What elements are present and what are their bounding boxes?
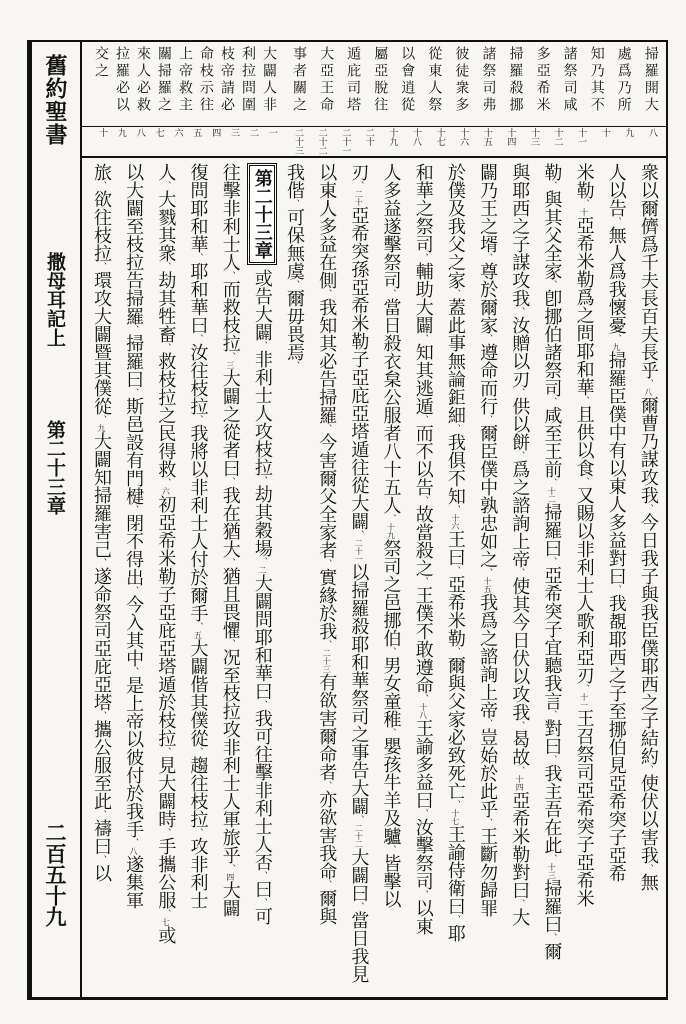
verse-number: 二十二 — [354, 824, 364, 848]
text-column — [247, 163, 278, 995]
text-column — [601, 163, 632, 995]
verse-index-number: 十五 — [481, 128, 492, 146]
verse-text: 王曰、亞希米勒、爾與父家必致死亡、 — [444, 530, 466, 809]
verse-number: 十三 — [547, 863, 557, 879]
verse-index-right — [292, 128, 658, 155]
verse-number: 九 — [97, 424, 106, 432]
verse-text: 勒、與其父全家、卽挪伯諸祭司、咸至王前、 — [541, 163, 563, 487]
text-column — [343, 163, 374, 995]
verse-index-number: 十一 — [576, 128, 587, 146]
verse-index-number: 十二 — [552, 128, 563, 146]
cross-reference-note: 拉羅必以 — [114, 46, 130, 114]
chapter-heading: 第二十三章 — [247, 163, 277, 265]
verse-text: 掃羅曰、爾 — [541, 879, 563, 960]
verse-number: 十二 — [547, 487, 557, 503]
cross-reference-note: 掃羅殺挪 — [507, 46, 524, 114]
verse-number: 五 — [193, 631, 203, 639]
verse-text: 人以告、無人爲我懷憂、 — [605, 163, 627, 343]
verse-number: 八 — [643, 388, 653, 396]
cross-reference-note: 大亞王命 — [318, 46, 335, 114]
cross-reference-note: 交之 — [93, 46, 109, 80]
verse-index-number: 十 — [97, 128, 107, 137]
verse-text: 亞希米勒爲之問耶和華、且供以食、又賜以非利士人歌利亞刃、 — [573, 216, 595, 693]
verse-text: 大闢曰、當日我見 — [348, 848, 370, 983]
verse-text: 復問耶和華、耶和華曰、汝往枝拉、我將以非利士人付於爾手、 — [187, 163, 209, 631]
cross-reference-note: 諸祭司咸 — [561, 46, 578, 114]
verse-text: 爾曹乃謀攻我、今日我子與我臣僕耶西之子結約、使伏以害我、無 — [637, 396, 659, 891]
text-column — [215, 163, 246, 995]
header-rule — [82, 126, 666, 127]
verse-number: 六 — [161, 487, 171, 495]
cross-reference-notes-left — [92, 46, 278, 124]
verse-text: 以大闢至枝拉告掃羅、掃羅曰、斯邑設有門楗、閉不得出、今入其中、是上帝以彼付於我手、 — [123, 163, 145, 847]
verse-text: 或 — [155, 926, 177, 944]
verse-index-number: 一 — [266, 128, 277, 137]
verse-index-number: 十六 — [458, 128, 469, 146]
cross-reference-note: 枝帝請必 — [219, 46, 235, 114]
verse-text: 遂集軍 — [123, 855, 145, 909]
verse-text: 大闢偕其僕從、趨往枝拉、攻非利士 — [187, 639, 209, 909]
verse-index-number: 二 — [248, 128, 258, 137]
verse-index-number: 二十三 — [293, 128, 303, 155]
cross-reference-note: 從東人祭 — [426, 46, 443, 114]
verse-number: 十四 — [515, 775, 525, 791]
text-column — [311, 163, 342, 995]
verse-index-number: 十八 — [410, 128, 421, 146]
verse-text: 有欲害爾命者、亦欲害我命、爾與 — [316, 673, 338, 925]
cross-reference-note: 諸祭司弗 — [480, 46, 497, 114]
verse-index-number: 八 — [134, 128, 145, 137]
verse-number: 三 — [225, 361, 235, 369]
text-column — [376, 163, 407, 995]
text-column — [86, 163, 117, 995]
verse-index-number: 二十一 — [340, 128, 351, 155]
margin-rule — [80, 40, 82, 1000]
verse-text: 米勒、 — [573, 163, 595, 208]
verse-index-number: 九 — [115, 128, 126, 137]
cross-reference-note: 命枝示往 — [198, 46, 214, 114]
text-column — [408, 163, 439, 995]
running-head-section: 撒母耳記上 — [44, 252, 66, 347]
page-number: 二百五十九 — [43, 822, 68, 927]
verse-text: 於僕及我父之家、蓋此事無論鉅細、我俱不知、 — [444, 163, 466, 514]
verse-number: 十一 — [579, 693, 589, 709]
text-column — [150, 163, 181, 995]
cross-reference-note: 以會逍從 — [399, 46, 416, 114]
verse-index-number: 十 — [599, 128, 610, 137]
verse-index-number: 十七 — [434, 128, 445, 146]
verse-number: 十八 — [418, 703, 428, 719]
running-head-book-title: 舊約聖書 — [42, 54, 68, 146]
verse-index-number: 三 — [229, 128, 240, 137]
verse-text: 旅、欲往枝拉、環攻大闢暨其僕從、 — [91, 163, 112, 424]
verse-text: 闢乃王之壻、尊於爾家、遵命而行、爾臣僕中孰忠如之、 — [477, 163, 499, 577]
verse-text: 大闢問耶和華曰、我可往擊非利士人否、曰、可 — [251, 574, 273, 925]
cross-reference-note: 來人必救 — [135, 46, 151, 114]
cross-reference-note: 上帝救主 — [177, 46, 193, 114]
verse-index-number: 五 — [191, 128, 202, 137]
verse-text: 刃、 — [348, 163, 370, 190]
verse-text: 人多益遂擊祭司、當日殺衣枲公服者八十五人、 — [380, 163, 402, 523]
cross-reference-note: 關掃羅之 — [156, 46, 172, 114]
verse-index-left — [96, 128, 278, 155]
verse-text: 或告大闢、非利士人攻枝拉、劫其穀場、 — [251, 269, 273, 566]
cross-reference-note: 處爲乃所 — [615, 46, 632, 114]
verse-text: 我爲之諮詢上帝、豈始於此乎、王斷勿歸罪 — [477, 593, 499, 917]
verse-text: 初亞希米勒子亞庇亞塔遁於枝拉、見大闢時、手攜公服、 — [155, 495, 177, 918]
verse-index-number: 九 — [623, 128, 634, 137]
verse-text: 大闢 — [219, 881, 241, 917]
cross-reference-note: 掃羅開大 — [642, 46, 659, 114]
verse-index-number: 七 — [153, 128, 164, 137]
scripture-text — [86, 163, 664, 995]
text-column — [183, 163, 214, 995]
verse-text: 王諭侍衛曰、耶 — [444, 825, 466, 942]
cross-reference-note: 知乃其不 — [588, 46, 605, 114]
verse-index-number: 八 — [646, 128, 657, 137]
verse-number: 四 — [225, 873, 235, 881]
verse-text: 與耶西之子謀攻我、汝贈以刃、供以餅、爲之諮詢上帝、使其今日伏以攻我、曷故、 — [509, 163, 531, 775]
verse-index-number: 六 — [172, 128, 183, 137]
verse-number: 十五 — [483, 577, 493, 593]
verse-text: 王召祭司亞希突子亞希米 — [573, 709, 595, 907]
text-column — [440, 163, 471, 995]
verse-text: 衆以爾儕爲千夫長百夫長乎、 — [637, 163, 659, 388]
text-column — [569, 163, 600, 995]
text-column — [504, 163, 535, 995]
cross-reference-header — [82, 42, 666, 158]
verse-text: 王諭多益曰、汝擊祭司、以東 — [412, 719, 434, 935]
verse-number: 十七 — [450, 809, 460, 825]
text-column — [279, 163, 310, 995]
verse-index-number: 四 — [210, 128, 221, 137]
verse-text: 以掃羅殺耶和華祭司之事告大闢、 — [348, 563, 370, 824]
verse-number: 九 — [611, 343, 621, 351]
verse-text: 大闢之從者曰、我在猶大、猶且畏懼、况至枝拉攻非利士人軍旅乎、 — [219, 369, 241, 873]
verse-number: 二十 — [354, 190, 364, 206]
verse-number: 二 — [257, 566, 267, 574]
verse-number: 十九 — [386, 523, 396, 539]
verse-number: 七 — [161, 918, 171, 926]
verse-number: 二十一 — [354, 539, 364, 563]
text-column — [536, 163, 567, 995]
cross-reference-note: 事者關之 — [291, 46, 307, 114]
cross-reference-note: 遁庇司塔 — [345, 46, 362, 114]
verse-text: 以東人多益在側、我知其必告掃羅、今害爾父全家者、實緣於我、 — [316, 163, 338, 649]
cross-reference-notes-right — [290, 46, 660, 124]
cross-reference-note: 屬亞脫往 — [372, 46, 389, 114]
verse-text: 往擊非利士人、而救枝拉、 — [219, 163, 241, 361]
text-column — [633, 163, 664, 995]
verse-text: 掃羅臣僕中有以東人多益對曰、我覩耶西之子至挪伯見亞希突子亞希 — [605, 351, 627, 882]
verse-number: 八 — [129, 847, 139, 855]
verse-index-number: 十四 — [505, 128, 516, 146]
verse-index-number: 十三 — [528, 128, 539, 146]
verse-text: 掃羅曰、亞希突子宜聽我言、對曰、我主吾在此、 — [541, 503, 563, 863]
verse-number: 十 — [579, 208, 589, 216]
text-column — [472, 163, 503, 995]
verse-number: 十六 — [450, 514, 460, 530]
verse-index-number: 二十 — [363, 128, 374, 146]
cross-reference-note: 大闢人非 — [261, 46, 277, 114]
verse-text: 亞希米勒對曰、大 — [509, 791, 531, 926]
verse-index-number: 二十二 — [316, 128, 327, 155]
cross-reference-note: 彼徒衆多 — [453, 46, 470, 114]
verse-text: 和華之祭司、輔助大闢、知其逃遁、而不以告、故當殺之、王僕不敢遵命、 — [412, 163, 434, 703]
verse-text: 人、大戮其衆、劫其牲畜、救枝拉之民得救、 — [155, 163, 177, 487]
verse-text: 祭司之邑挪伯、男女童稚、嬰孩牛羊及驢、皆擊以 — [380, 539, 402, 908]
verse-number: 二十三 — [322, 649, 332, 673]
text-column — [118, 163, 149, 995]
verse-text: 我偕、可保無虞、爾毋畏焉、 — [284, 163, 306, 370]
cross-reference-note: 利拉問圍 — [240, 46, 256, 114]
verse-text: 大闢知掃羅害己、遂命祭司亞庇亞塔、攜公服至此、禱曰、以 — [91, 432, 112, 882]
running-head-chapter: 第二十三章 — [44, 420, 66, 515]
cross-reference-note: 多亞希米 — [534, 46, 551, 114]
verse-index-number: 十九 — [387, 128, 398, 146]
verse-text: 亞希突孫亞希米勒子亞庇亞塔遁往從大闢、 — [348, 206, 370, 539]
